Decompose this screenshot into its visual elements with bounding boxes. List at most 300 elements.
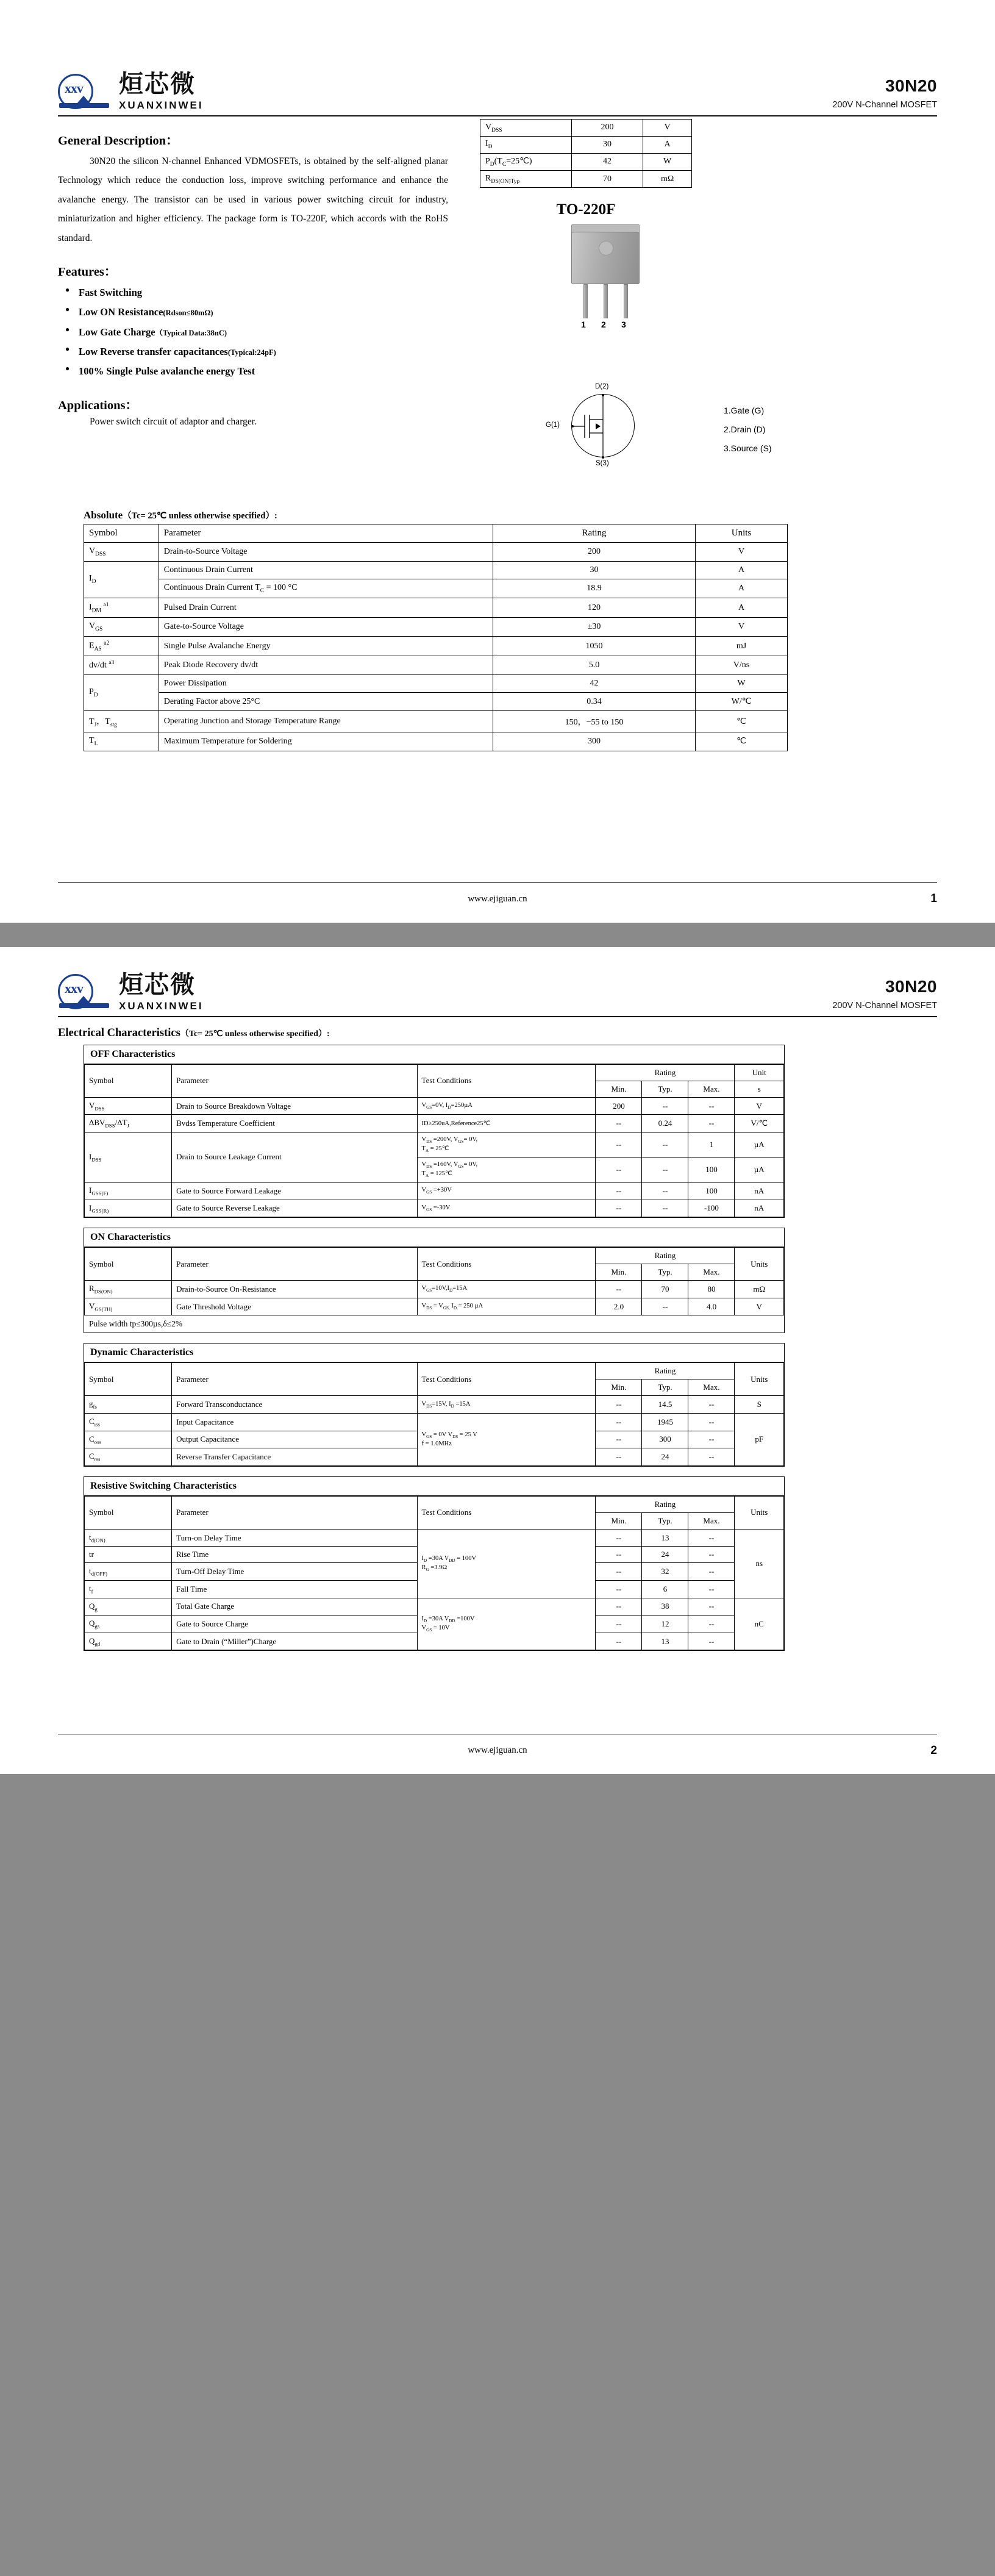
cell-parameter: Forward Transconductance <box>172 1396 417 1414</box>
table-header-row <box>85 1496 784 1512</box>
logo-mark-text: xxv <box>65 80 83 96</box>
cell-min: -- <box>596 1413 642 1431</box>
feature-item: ● 100% Single Pulse avalanche energy Test <box>79 362 448 381</box>
cell-min: -- <box>596 1115 642 1132</box>
cell-unit: mJ <box>696 637 788 656</box>
cell-max: -- <box>688 1580 735 1598</box>
part-subtitle: 200V N-Channel MOSFET <box>832 1000 937 1011</box>
cell-symbol: $Q_g$ <box>85 1598 172 1615</box>
cell-min: -- <box>596 1396 642 1414</box>
spec-value: 70 <box>571 171 643 188</box>
col-conditions: Test Conditions <box>417 1496 596 1529</box>
cell-min: -- <box>596 1615 642 1633</box>
cell-unit: ℃ <box>696 732 788 751</box>
col-symbol: Symbol <box>85 1363 172 1396</box>
col-max: Max. <box>688 1264 735 1281</box>
logo-chinese-name: 烜芯微 <box>119 70 196 98</box>
cell-max: 4.0 <box>688 1298 735 1315</box>
dynamic-characteristics-section <box>84 1343 785 1466</box>
table-row <box>84 656 788 675</box>
cell-symbol: $t_{d(OFF)}$ <box>85 1563 172 1581</box>
cell-symbol: $C_{iss}$ <box>85 1413 172 1431</box>
cell-max: -- <box>688 1615 735 1633</box>
absolute-max-title: Absolute（Tc= 25℃ unless otherwise specified）: <box>84 509 277 521</box>
cell-typ: 12 <box>642 1615 688 1633</box>
col-unit-s: s <box>735 1081 784 1097</box>
cell-unit: µA <box>735 1157 784 1182</box>
electrical-characteristics-title: Electrical Characteristics（Tc= 25℃ unless otherwise specified）: <box>58 1026 330 1039</box>
col-rating: Rating <box>493 524 696 543</box>
cell-conditions: $V_{DS} =200V$, $V_{GS}= 0V$, $T_A$ = 25℃ <box>417 1132 596 1157</box>
cell-parameter: Continuous Drain Current <box>159 561 493 579</box>
spec-value: 42 <box>571 153 643 171</box>
off-characteristics-table <box>84 1064 784 1217</box>
cell-unit: ℃ <box>696 711 788 732</box>
col-min: Min. <box>596 1379 642 1396</box>
col-typ: Typ. <box>642 1379 688 1396</box>
cell-typ: -- <box>642 1200 688 1217</box>
schematic-drain-label: D(2) <box>595 383 609 391</box>
cell-parameter: Turn-Off Delay Time <box>172 1563 417 1581</box>
page-number: 2 <box>930 1744 937 1757</box>
cell-unit: ns <box>735 1529 784 1598</box>
feature-item: ● Fast Switching <box>79 283 448 302</box>
page-footer <box>58 1734 937 1774</box>
part-number: 30N20 <box>885 976 937 996</box>
schematic-source-label: S(3) <box>596 460 609 468</box>
logo-english-name: XUANXINWEI <box>119 1000 204 1012</box>
cell-max: 100 <box>688 1157 735 1182</box>
table-row <box>85 1115 784 1132</box>
cell-conditions: $I_D =30A$ $V_{DD} =100V$ $V_{GS} = 10V$ <box>417 1598 596 1650</box>
cell-min: -- <box>596 1157 642 1182</box>
package-name: TO-220F <box>556 201 616 218</box>
col-conditions: Test Conditions <box>417 1363 596 1396</box>
feature-item: ● Low Reverse transfer capacitances(Typical:24pF) <box>79 342 448 362</box>
table-row <box>480 136 692 153</box>
table-row <box>84 637 788 656</box>
logo-mark-icon <box>58 973 110 1011</box>
cell-parameter: Gate to Drain (“Miller”)Charge <box>172 1633 417 1650</box>
footer-url[interactable]: www.ejiguan.cn <box>468 893 527 904</box>
cell-symbol: $V_{DSS}$ <box>84 543 159 562</box>
cell-min: -- <box>596 1529 642 1547</box>
cell-symbol: $I_D$ <box>84 561 159 598</box>
col-rating: Rating <box>596 1064 735 1081</box>
cell-symbol: $E_{AS}$ $^{a2}$ <box>84 637 159 656</box>
spec-unit: A <box>643 136 692 153</box>
cell-rating: 0.34 <box>493 693 696 711</box>
cell-min: 200 <box>596 1097 642 1115</box>
logo-mark-icon <box>58 73 110 110</box>
cell-conditions: $V_{GS}=10V,I_D=15A$ <box>417 1281 596 1298</box>
cell-parameter: Output Capacitance <box>172 1431 417 1448</box>
cell-parameter: Reverse Transfer Capacitance <box>172 1448 417 1466</box>
page-header <box>58 947 937 1011</box>
quick-spec-table <box>480 119 692 188</box>
cell-parameter: Pulsed Drain Current <box>159 598 493 617</box>
cell-rating: ±30 <box>493 618 696 637</box>
logo-mark-text: xxv <box>65 981 83 996</box>
table-row <box>85 1097 784 1115</box>
datasheet-page-1 <box>0 0 995 923</box>
pin-assignment-list <box>724 401 772 457</box>
table-row <box>480 153 692 171</box>
spec-unit: mΩ <box>643 171 692 188</box>
col-rating: Rating <box>596 1248 735 1264</box>
company-logo <box>58 72 204 110</box>
on-characteristics-table <box>84 1247 784 1315</box>
cell-unit: V <box>735 1097 784 1115</box>
table-header-row <box>85 1248 784 1264</box>
logo-chinese-name: 烜芯微 <box>119 970 196 998</box>
cell-parameter: Drain-to-Source Voltage <box>159 543 493 562</box>
cell-unit: V/ns <box>696 656 788 675</box>
cell-typ: 24 <box>642 1448 688 1466</box>
col-min: Min. <box>596 1264 642 1281</box>
pin-assignment-source: 3.Source (S) <box>724 443 772 453</box>
table-row <box>84 693 788 711</box>
col-unit: Unit <box>735 1064 784 1081</box>
cell-symbol: $V_{GS(TH)}$ <box>85 1298 172 1315</box>
cell-symbol: $Q_{gd}$ <box>85 1633 172 1650</box>
cell-unit: nA <box>735 1182 784 1200</box>
datasheet-page-2 <box>0 947 995 1775</box>
cell-typ: -- <box>642 1132 688 1157</box>
cell-min: -- <box>596 1448 642 1466</box>
cell-min: -- <box>596 1182 642 1200</box>
cell-parameter: Gate to Source Charge <box>172 1615 417 1633</box>
cell-parameter: Drain-to-Source On-Resistance <box>172 1281 417 1298</box>
cell-parameter: Drain to Source Breakdown Voltage <box>172 1097 417 1115</box>
cell-min: -- <box>596 1633 642 1650</box>
cell-typ: 1945 <box>642 1413 688 1431</box>
header-divider <box>58 1016 937 1017</box>
table-row <box>85 1598 784 1615</box>
spec-value: 200 <box>571 120 643 137</box>
cell-min: -- <box>596 1132 642 1157</box>
cell-rating: 5.0 <box>493 656 696 675</box>
spec-unit: V <box>643 120 692 137</box>
cell-conditions: $V_{DS}=15V$, $I_D =15A$ <box>417 1396 596 1414</box>
spec-unit: W <box>643 153 692 171</box>
cell-typ: -- <box>642 1182 688 1200</box>
col-symbol: Symbol <box>85 1496 172 1529</box>
table-row <box>85 1200 784 1217</box>
cell-symbol: $T_J$，$T_{stg}$ <box>84 711 159 732</box>
table-row <box>85 1529 784 1547</box>
off-characteristics-section <box>84 1045 785 1218</box>
cell-max: -- <box>688 1633 735 1650</box>
cell-symbol: $t_{d(ON)}$ <box>85 1529 172 1547</box>
cell-rating: 18.9 <box>493 579 696 598</box>
feature-item: ● Low ON Resistance(Rdson≤80mΩ) <box>79 302 448 322</box>
footer-url[interactable]: www.ejiguan.cn <box>468 1745 527 1756</box>
cell-parameter: Rise Time <box>172 1547 417 1563</box>
table-row <box>85 1132 784 1157</box>
table-row <box>480 120 692 137</box>
cell-parameter: Gate to Source Forward Leakage <box>172 1182 417 1200</box>
cell-parameter: Maximum Temperature for Soldering <box>159 732 493 751</box>
col-typ: Typ. <box>642 1081 688 1097</box>
pin-number-1: 1 <box>581 320 586 330</box>
table-header-row <box>85 1363 784 1379</box>
cell-parameter: Total Gate Charge <box>172 1598 417 1615</box>
logo-english-name: XUANXINWEI <box>119 99 204 111</box>
cell-max: -- <box>688 1396 735 1414</box>
cell-symbol: $V_{DSS}$ <box>85 1097 172 1115</box>
cell-symbol: $I_{DSS}$ <box>85 1132 172 1182</box>
cell-symbol: $I_{GSS(F)}$ <box>85 1182 172 1200</box>
page-number: 1 <box>930 892 937 906</box>
mosfet-schematic <box>480 383 821 499</box>
cell-symbol: $T_L$ <box>84 732 159 751</box>
table-header-row <box>85 1064 784 1081</box>
cell-parameter: Peak Diode Recovery dv/dt <box>159 656 493 675</box>
features-list <box>58 283 448 381</box>
part-number: 30N20 <box>885 76 937 95</box>
resistive-switching-table <box>84 1496 784 1651</box>
pin-assignment-drain: 2.Drain (D) <box>724 424 766 434</box>
cell-min: -- <box>596 1598 642 1615</box>
col-typ: Typ. <box>642 1264 688 1281</box>
cell-parameter: Gate to Source Reverse Leakage <box>172 1200 417 1217</box>
col-min: Min. <box>596 1081 642 1097</box>
cell-max: -- <box>688 1598 735 1615</box>
col-max: Max. <box>688 1081 735 1097</box>
cell-parameter: Power Dissipation <box>159 675 493 693</box>
cell-conditions: $V_{GS} =-30V$ <box>417 1200 596 1217</box>
cell-max: 80 <box>688 1281 735 1298</box>
pin-number-3: 3 <box>621 320 626 330</box>
cell-max: -- <box>688 1413 735 1431</box>
cell-unit: S <box>735 1396 784 1414</box>
cell-typ: 70 <box>642 1281 688 1298</box>
cell-symbol: $C_{rss}$ <box>85 1448 172 1466</box>
cell-parameter: Input Capacitance <box>172 1413 417 1431</box>
cell-symbol: $\Delta BV_{DSS}/\Delta T_J$ <box>85 1115 172 1132</box>
section-title: Resistive Switching Characteristics <box>84 1477 784 1496</box>
spec-symbol: $R_{DS(ON)Typ}$ <box>480 171 572 188</box>
cell-conditions: $V_{DS} =160V$, $V_{GS}= 0V$, $T_A$ = 125℃ <box>417 1157 596 1182</box>
cell-max: -100 <box>688 1200 735 1217</box>
cell-unit: nC <box>735 1598 784 1650</box>
cell-unit: pF <box>735 1413 784 1465</box>
on-characteristics-section <box>84 1228 785 1333</box>
cell-symbol: $P_D$ <box>84 675 159 711</box>
package-pin-icon <box>624 284 628 318</box>
section-title: Dynamic Characteristics <box>84 1343 784 1362</box>
cell-unit: nA <box>735 1200 784 1217</box>
cell-typ: 38 <box>642 1598 688 1615</box>
page-footer <box>58 882 937 923</box>
cell-rating: 120 <box>493 598 696 617</box>
cell-parameter: Fall Time <box>172 1580 417 1598</box>
col-rating: Rating <box>596 1496 735 1512</box>
cell-max: 1 <box>688 1132 735 1157</box>
table-row <box>84 618 788 637</box>
cell-parameter: Operating Junction and Storage Temperature Range <box>159 711 493 732</box>
cell-symbol: $Q_{gs}$ <box>85 1615 172 1633</box>
col-min: Min. <box>596 1512 642 1529</box>
spec-symbol: $I_D$ <box>480 136 572 153</box>
section-title: OFF Characteristics <box>84 1045 784 1064</box>
cell-parameter: Bvdss Temperature Coefficient <box>172 1115 417 1132</box>
cell-parameter: Derating Factor above 25°C <box>159 693 493 711</box>
cell-typ: 13 <box>642 1529 688 1547</box>
cell-typ: 300 <box>642 1431 688 1448</box>
general-description-body: 30N20 the silicon N-channel Enhanced VDMOSFETs, is obtained by the self-aligned planar Technology which reduce the conduction loss, improve switching performance and enhance the avalanche energy. The transistor can be used in various power switching circuit for industry, miniaturization and higher efficiency. The package form is TO-220F, which accords with the RoHS standard. <box>58 156 448 243</box>
cell-conditions: ID≥250uA,Reference25℃ <box>417 1115 596 1132</box>
cell-parameter: Continuous Drain Current $T_C = 100$ °C <box>159 579 493 598</box>
cell-unit: V <box>696 543 788 562</box>
col-max: Max. <box>688 1379 735 1396</box>
pin-assignment-gate: 1.Gate (G) <box>724 406 765 416</box>
cell-unit: W/℃ <box>696 693 788 711</box>
cell-typ: 0.24 <box>642 1115 688 1132</box>
package-body-icon <box>571 232 640 284</box>
applications-body: Power switch circuit of adaptor and charger. <box>90 417 257 428</box>
table-row <box>84 598 788 617</box>
cell-min: -- <box>596 1431 642 1448</box>
cell-conditions: $V_{GS} =+30V$ <box>417 1182 596 1200</box>
cell-typ: 24 <box>642 1547 688 1563</box>
col-conditions: Test Conditions <box>417 1248 596 1281</box>
cell-symbol: $C_{oss}$ <box>85 1431 172 1448</box>
resistive-switching-section <box>84 1476 785 1651</box>
table-row <box>84 543 788 562</box>
cell-min: -- <box>596 1563 642 1581</box>
table-row <box>84 561 788 579</box>
footer-divider <box>58 882 937 883</box>
cell-unit: W <box>696 675 788 693</box>
table-row <box>84 579 788 598</box>
col-units: Units <box>735 1248 784 1281</box>
cell-typ: -- <box>642 1157 688 1182</box>
cell-unit: V/℃ <box>735 1115 784 1132</box>
absolute-max-table <box>84 524 788 751</box>
cell-parameter: Single Pulse Avalanche Energy <box>159 637 493 656</box>
cell-unit: A <box>696 579 788 598</box>
cell-max: -- <box>688 1431 735 1448</box>
col-rating: Rating <box>596 1363 735 1379</box>
cell-symbol: $t_f$ <box>85 1580 172 1598</box>
cell-typ: 14.5 <box>642 1396 688 1414</box>
cell-symbol: $g_{fs}$ <box>85 1396 172 1414</box>
cell-typ: 32 <box>642 1563 688 1581</box>
cell-rating: 30 <box>493 561 696 579</box>
package-pin-icon <box>583 284 588 318</box>
table-row <box>85 1396 784 1414</box>
cell-symbol: tr <box>85 1547 172 1563</box>
section-title: ON Characteristics <box>84 1228 784 1247</box>
col-units: Units <box>735 1496 784 1529</box>
cell-typ: 6 <box>642 1580 688 1598</box>
col-conditions: Test Conditions <box>417 1064 596 1097</box>
cell-parameter: Gate-to-Source Voltage <box>159 618 493 637</box>
table-row <box>85 1413 784 1431</box>
cell-typ: -- <box>642 1097 688 1115</box>
table-row <box>85 1298 784 1315</box>
schematic-gate-label: G(1) <box>546 421 560 429</box>
table-row <box>480 171 692 188</box>
col-units: Units <box>735 1363 784 1396</box>
applications-title: Applications： <box>58 399 138 413</box>
cell-rating: 300 <box>493 732 696 751</box>
cell-parameter: Gate Threshold Voltage <box>172 1298 417 1315</box>
col-parameter: Parameter <box>172 1363 417 1396</box>
col-units: Units <box>696 524 788 543</box>
company-logo <box>58 970 204 1012</box>
dynamic-characteristics-table <box>84 1362 784 1465</box>
col-max: Max. <box>688 1512 735 1529</box>
cell-unit: mΩ <box>735 1281 784 1298</box>
cell-unit: V <box>735 1298 784 1315</box>
pulse-width-note: Pulse width tp≤300µs,δ≤2% <box>89 1319 183 1329</box>
cell-max: -- <box>688 1563 735 1581</box>
cell-symbol: dv/dt $^{a3}$ <box>84 656 159 675</box>
cell-min: -- <box>596 1547 642 1563</box>
cell-conditions: $V_{GS} = 0V$ $V_{DS} = 25$ V f = 1.0MHz <box>417 1413 596 1465</box>
cell-max: -- <box>688 1448 735 1466</box>
cell-rating: 1050 <box>493 637 696 656</box>
cell-min: -- <box>596 1200 642 1217</box>
table-row <box>85 1182 784 1200</box>
feature-item: ● Low Gate Charge（Typical Data:38nC) <box>79 323 448 342</box>
cell-rating: 42 <box>493 675 696 693</box>
cell-symbol: $V_{GS}$ <box>84 618 159 637</box>
page-header <box>58 0 937 110</box>
cell-typ: -- <box>642 1298 688 1315</box>
col-parameter: Parameter <box>172 1248 417 1281</box>
cell-conditions: $V_{DS} = V_{GS,}$ $I_D = 250$ µA <box>417 1298 596 1315</box>
package-pin-icon <box>604 284 608 318</box>
part-subtitle: 200V N-Channel MOSFET <box>832 99 937 110</box>
cell-parameter: Drain to Source Leakage Current <box>172 1132 417 1182</box>
mosfet-symbol-icon <box>547 383 730 499</box>
cell-symbol: $I_{DM}$ $^{a1}$ <box>84 598 159 617</box>
col-typ: Typ. <box>642 1512 688 1529</box>
cell-unit: A <box>696 598 788 617</box>
cell-unit: µA <box>735 1132 784 1157</box>
cell-conditions: $V_{GS}=0V$, $I_D=250\mu A$ <box>417 1097 596 1115</box>
col-parameter: Parameter <box>159 524 493 543</box>
package-drawing <box>480 227 821 379</box>
col-symbol: Symbol <box>85 1248 172 1281</box>
cell-rating: 150，−55 to 150 <box>493 711 696 732</box>
cell-typ: 13 <box>642 1633 688 1650</box>
table-row <box>84 675 788 693</box>
cell-rating: 200 <box>493 543 696 562</box>
cell-max: -- <box>688 1115 735 1132</box>
cell-max: -- <box>688 1097 735 1115</box>
pin-number-2: 2 <box>601 320 606 330</box>
cell-unit: V <box>696 618 788 637</box>
cell-unit: A <box>696 561 788 579</box>
cell-symbol: $R_{DS(ON)}$ <box>85 1281 172 1298</box>
table-row <box>84 711 788 732</box>
features-title: Features： <box>58 265 117 279</box>
cell-min: 2.0 <box>596 1298 642 1315</box>
table-row <box>84 732 788 751</box>
cell-max: 100 <box>688 1182 735 1200</box>
spec-symbol: $V_{DSS}$ <box>480 120 572 137</box>
cell-max: -- <box>688 1547 735 1563</box>
col-symbol: Symbol <box>85 1064 172 1097</box>
general-description-title: General Description： <box>58 134 179 148</box>
table-row <box>85 1281 784 1298</box>
col-symbol: Symbol <box>84 524 159 543</box>
